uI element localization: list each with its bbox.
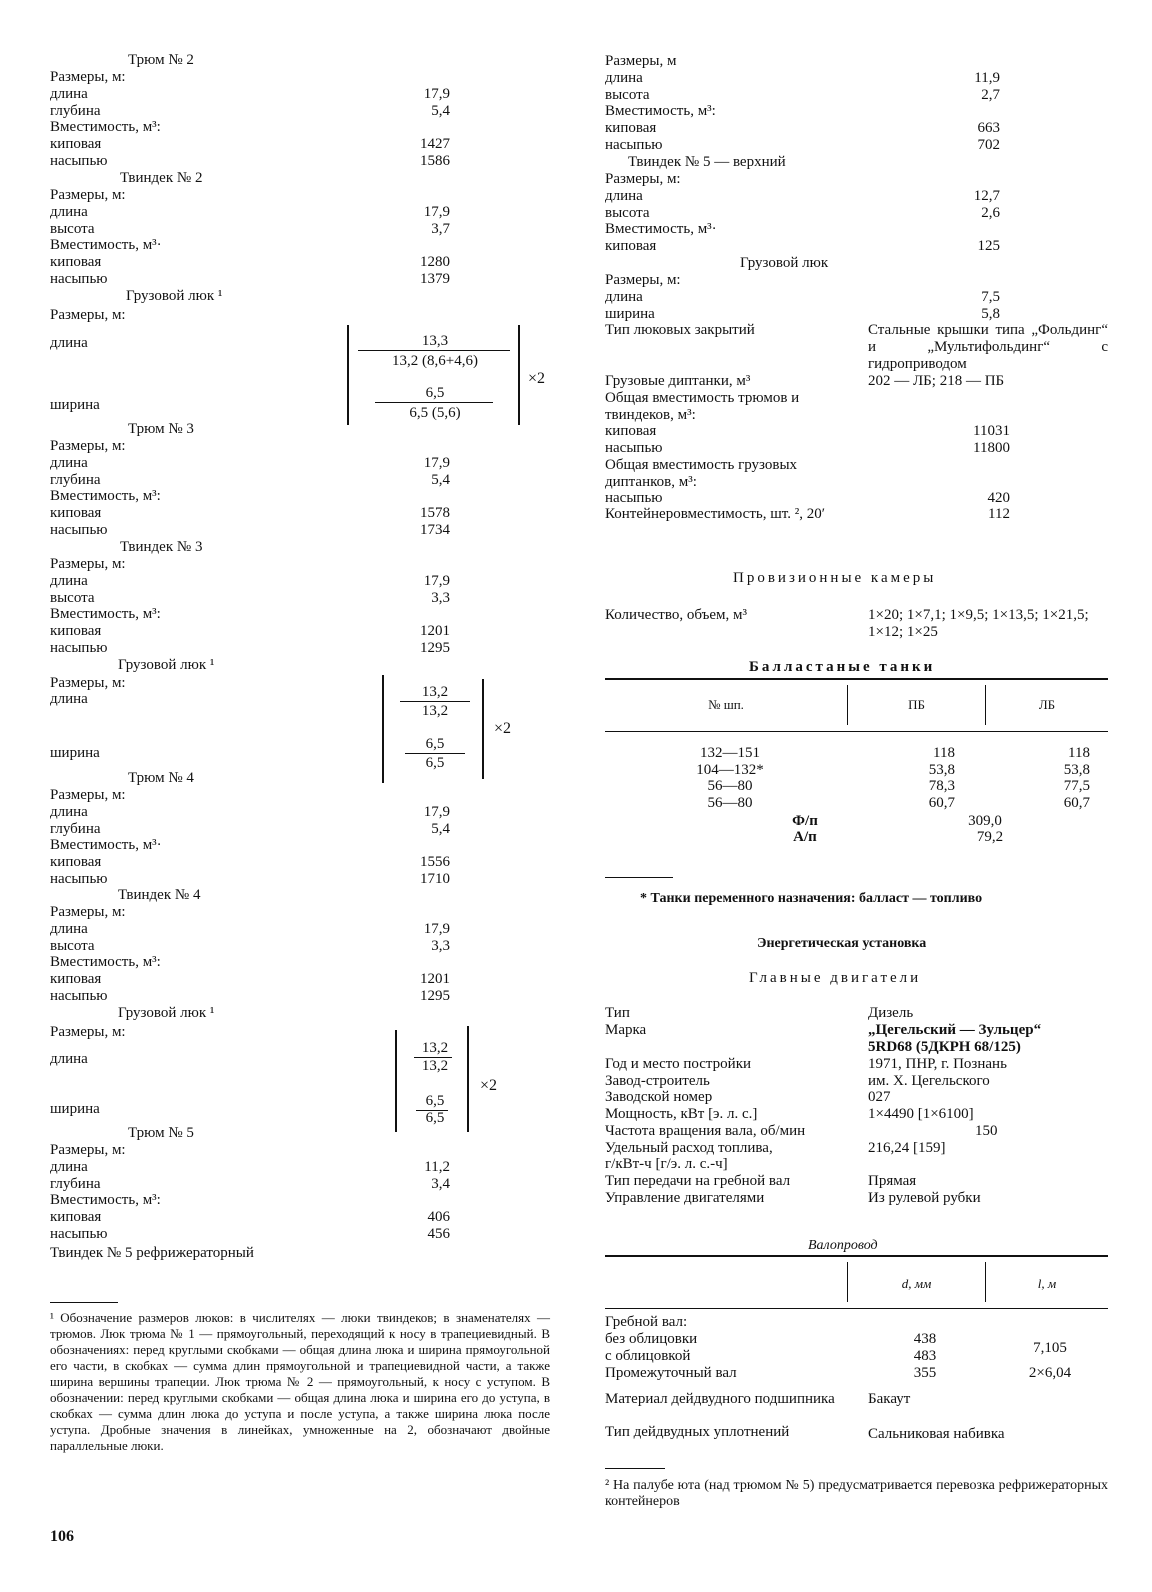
engine-row-label: Частота вращения вала, об/мин	[605, 1123, 806, 1139]
hatch5-row-value: 7,5	[981, 288, 1000, 305]
hatch3-dims-label: Размеры, м:	[50, 675, 126, 691]
hold5-row-value: 3,4	[431, 1175, 450, 1192]
engine-row-label: Мощность, кВт [э. л. с.]	[605, 1106, 758, 1122]
hatch3-title: Грузовой люк ¹	[118, 657, 215, 673]
hatch4-mult: ×2	[480, 1077, 498, 1094]
tween5-upper-title: Твиндек № 5 — верхний	[628, 154, 786, 170]
total-cap-label: Общая вместимость трюмов и твиндеков, м³:	[605, 390, 800, 423]
ballast-cell: 104—132*	[696, 761, 764, 778]
hold5-cont-row-label: насыпью	[605, 137, 663, 153]
tween3-row-label: длина	[50, 572, 88, 589]
shaft-row-1-d: 438	[913, 1331, 937, 1347]
hold5-cont-row-value: 11,9	[974, 69, 1000, 86]
ballast-cell: 53,8	[928, 761, 955, 778]
hold5-row-value: 456	[427, 1226, 450, 1242]
hold2-row-value: 1427	[420, 136, 450, 153]
footnote2: ² На палубе юта (над трюмом № 5) предусматривается перевозка рефрижераторных контейнеров	[605, 1478, 1108, 1509]
hold3-row-label: длина	[50, 454, 88, 471]
hold2-row-label: киповая	[50, 136, 102, 153]
engine-row-label: г/кВт-ч [г/э. л. с.-ч]	[605, 1156, 728, 1172]
hold2-row-value: 17,9	[423, 85, 450, 102]
engine-row-value: Прямая	[868, 1173, 917, 1189]
ballast-cell: 53,8	[1063, 761, 1090, 778]
tween5-upper-row-value: 12,7	[973, 187, 1000, 204]
hold5-row-label: Размеры, м:	[50, 1142, 126, 1158]
hold2-row-label: глубина	[50, 102, 101, 119]
hold3-row-value: 5,4	[431, 471, 450, 488]
hatch5-row-value: 5,8	[981, 305, 1000, 322]
tween5-refr-label: Твиндек № 5 рефрижераторный	[50, 1245, 254, 1261]
hatch2-title: Грузовой люк ¹	[126, 288, 223, 304]
ballast-title: Балластаные танки	[749, 659, 936, 675]
hold5-cont-row-label: длина	[605, 69, 643, 86]
tween2-row-label: насыпью	[50, 271, 108, 287]
hold2-row-value: 1586	[420, 153, 450, 169]
deep-tanks-label: Грузовые диптанки, м³	[605, 373, 751, 389]
ballast-cell: 78,3	[928, 778, 955, 794]
engine-row-label: Удельный расход топлива,	[605, 1140, 773, 1156]
engine-row-value: 1971, ПНР, г. Познань	[868, 1056, 1007, 1072]
hold3-row-label: насыпью	[50, 522, 108, 538]
hatch5-title: Грузовой люк	[740, 255, 829, 271]
tween5-upper-row-label: высота	[605, 204, 650, 221]
hatch3-mult: ×2	[494, 720, 512, 737]
total-cap-row-value: 11800	[973, 439, 1010, 456]
footnote1: ¹ Обозначение размеров люков: в числителях — люки твиндеков; в знаменателях — трюмов. Люк трюма № 1 — прямоугольный, переходящий к носу в трапециевидный. В обозначениях: перед круглыми скобками — общая длина люка и ширина прямоугольной его части, в скобках — сумма длин прямоугольной и трапециевидной части, а также ширина вершины трапеции. Люк трюма № 2 — прямоугольный, к носу с уступом. В обозначении: перед круглыми скобками — общая длина люка и ширина его до уступа, в скобках — сумма длин люка до уступа и после уступа, а также ширина люка после уступа. Дробные значения в линейках, умноженные на 2, обозначают двойные параллельные люки.	[50, 1310, 550, 1453]
engine-row-label: Марка	[605, 1022, 647, 1038]
hold3-row-value: 1734	[420, 522, 450, 538]
engine-row-value: „Цегельский — Зульцер“	[868, 1022, 1042, 1038]
hold3-row-value: 17,9	[423, 454, 450, 471]
ballast-header-pb: ПБ	[908, 697, 925, 712]
tween2-row-label: Вместимость, м³·	[50, 237, 162, 254]
engine-row-value: 027	[868, 1089, 891, 1105]
shaft-row-1-label: без облицовки	[605, 1331, 698, 1347]
hold3-row-label: Размеры, м:	[50, 438, 126, 454]
tween3-row-label: Размеры, м:	[50, 556, 126, 572]
hold4-row-label: Вместимость, м³·	[50, 837, 162, 854]
footnote2-rule	[605, 1468, 665, 1469]
tween5-upper-row-label: киповая	[605, 238, 657, 255]
hold5-cont-row-label: высота	[605, 86, 650, 103]
hold5-row-label: длина	[50, 1158, 88, 1175]
hold3-row-label: киповая	[50, 505, 102, 522]
tween3-row-label: насыпью	[50, 640, 108, 656]
hold5-cont-row-value: 702	[977, 137, 1000, 153]
hold2-title: Трюм № 2	[128, 52, 194, 68]
hold2-row-value: 5,4	[431, 102, 450, 119]
hatch-covers-value: Стальные крышки типа „Фольдинг“ и „Мультифольдинг“ с гидроприводом	[868, 322, 1108, 372]
engine-row-value: 216,24 [159]	[868, 1140, 946, 1156]
tween4-row-value: 1295	[420, 988, 450, 1004]
power-title: Энергетическая установка	[757, 936, 927, 951]
tween3-row-value: 1295	[420, 640, 450, 656]
hold2-row-label: Размеры, м:	[50, 69, 126, 85]
hatch4-length-label: длина	[50, 1051, 88, 1067]
tween4-row-label: киповая	[50, 971, 102, 988]
hold2-row-label: насыпью	[50, 153, 108, 169]
hatch5-row-label: ширина	[605, 305, 655, 322]
engine-row-label: Заводской номер	[605, 1089, 713, 1105]
tween3-row-value: 3,3	[431, 589, 450, 606]
hold4-row-label: длина	[50, 803, 88, 820]
hold5-row-label: Вместимость, м³:	[50, 1192, 161, 1209]
engine-row-label: Год и место постройки	[605, 1056, 752, 1072]
tween5-upper-row-value: 2,6	[981, 204, 1000, 221]
hatch3-width-num: 6,5	[425, 736, 445, 752]
bearing-value: Бакаут	[868, 1391, 911, 1407]
hatch2-length-den: 13,2 (8,6+4,6)	[392, 353, 478, 369]
tween5-upper-row-label: длина	[605, 187, 643, 204]
total-cap-row-label: насыпью	[605, 439, 663, 456]
ballast-header-frame: № шп.	[708, 697, 744, 712]
hatch4-width-label: ширина	[50, 1101, 100, 1117]
tween3-row-value: 1201	[420, 623, 450, 640]
hatch4-width-den: 6,5	[425, 1110, 445, 1126]
hold4-row-value: 5,4	[431, 820, 450, 837]
tween2-row-label: высота	[50, 220, 95, 237]
engine-row-value: Из рулевой рубки	[868, 1190, 981, 1206]
shaft-row-3-label: Промежуточный вал	[605, 1365, 737, 1381]
tween2-row-value: 1280	[420, 254, 450, 271]
hold5-cont-row-value: 2,7	[981, 86, 1000, 103]
hold4-row-label: киповая	[50, 854, 102, 871]
hatch4-dims-label: Размеры, м:	[50, 1024, 126, 1040]
engine-row-label: Тип	[605, 1005, 630, 1021]
hatch3-length-den: 13,2	[421, 703, 449, 719]
tween4-row-value: 1201	[420, 971, 450, 988]
hold4-row-value: 1556	[420, 854, 450, 871]
hold5-cont-row-label: Размеры, м	[605, 53, 677, 69]
tween4-row-value: 17,9	[423, 920, 450, 937]
tween4-row-label: насыпью	[50, 988, 108, 1004]
ballast-total-fp-label: Ф/п	[792, 813, 818, 829]
tween4-row-label: Размеры, м:	[50, 904, 126, 920]
deep-cap-row-value: 420	[987, 490, 1010, 506]
hold4-row-label: глубина	[50, 820, 101, 837]
shaft-row-2-label: с облицовкой	[605, 1348, 691, 1364]
bearing-label: Материал дейдвудного подшипника	[605, 1391, 835, 1407]
total-cap-row-label: киповая	[605, 423, 657, 439]
shaft-row-2-l: 7,105	[1033, 1340, 1067, 1356]
tween5-upper-row-label: Размеры, м:	[605, 171, 681, 187]
shaft-row-3-l: 2×6,04	[1028, 1365, 1072, 1381]
hatch5-row-label: длина	[605, 288, 643, 305]
hatch2-width-den: 6,5 (5,6)	[409, 405, 461, 421]
ballast-cell: 118	[1068, 745, 1090, 761]
container-value: 112	[988, 506, 1010, 522]
tween2-title: Твиндек № 2	[120, 170, 203, 186]
engine-row-label: Завод-строитель	[605, 1073, 710, 1089]
deep-tanks-value: 202 — ЛБ; 218 — ПБ	[868, 373, 1005, 389]
shaft-header-l: l, м	[1037, 1276, 1057, 1291]
footnote1-rule	[50, 1302, 118, 1303]
shaft-title: Валопровод	[808, 1238, 878, 1253]
hold4-title: Трюм № 4	[128, 770, 194, 786]
hold2-row-label: длина	[50, 85, 88, 102]
tween2-row-label: киповая	[50, 254, 102, 271]
shaft-row-2-d: 483	[913, 1348, 937, 1364]
engine-row-label: Тип передачи на гребной вал	[605, 1173, 791, 1189]
hatch2-length-label: длина	[50, 335, 88, 351]
provision-label: Количество, объем, м³	[605, 607, 747, 623]
ballast-cell: 118	[933, 745, 955, 761]
tween2-row-value: 17,9	[423, 203, 450, 220]
ballast-total-ap-value: 79,2	[976, 829, 1004, 845]
seal-value: Сальниковая набивка	[868, 1426, 1005, 1442]
hatch3-width-den: 6,5	[425, 755, 445, 771]
hold4-row-value: 1710	[420, 871, 450, 887]
ballast-note-rule	[605, 877, 673, 878]
tween4-row-label: Вместимость, м³:	[50, 954, 161, 971]
hold3-title: Трюм № 3	[128, 421, 194, 437]
engines-title: Главные двигатели	[749, 970, 922, 986]
tween4-title: Твиндек № 4	[118, 887, 201, 903]
hatch4-width-num: 6,5	[425, 1093, 445, 1109]
hold5-cont-row-label: Вместимость, м³:	[605, 103, 716, 120]
hold5-title: Трюм № 5	[128, 1125, 194, 1141]
shaft-header-d: d, мм	[901, 1276, 932, 1291]
hatch2-dims-label: Размеры, м:	[50, 307, 126, 323]
engine-row-label: Управление двигателями	[605, 1190, 765, 1206]
ballast-note: * Танки переменного назначения: балласт — топливо	[640, 891, 983, 906]
hatch2-width-label: ширина	[50, 397, 100, 413]
tween3-row-value: 17,9	[423, 572, 450, 589]
hatch3-width-label: ширина	[50, 745, 100, 761]
hold3-row-label: Вместимость, м³:	[50, 488, 161, 505]
hold5-row-label: насыпью	[50, 1226, 108, 1242]
hatch4-length-num: 13,2	[421, 1040, 449, 1056]
ballast-total-ap-label: А/п	[793, 829, 817, 845]
hold4-row-value: 17,9	[423, 803, 450, 820]
deep-cap-label: Общая вместимость грузовых диптанков, м³:	[605, 457, 798, 490]
hold4-row-label: Размеры, м:	[50, 787, 126, 803]
hold2-row-label: Вместимость, м³:	[50, 119, 161, 136]
hold5-row-label: глубина	[50, 1175, 101, 1192]
hatch2-mult: ×2	[528, 370, 546, 387]
tween3-row-label: киповая	[50, 623, 102, 640]
hold5-row-label: киповая	[50, 1209, 102, 1226]
tween4-row-label: высота	[50, 937, 95, 954]
page-number: 106	[50, 1528, 74, 1545]
hold5-row-value: 406	[427, 1209, 450, 1226]
ballast-cell: 56—80	[707, 778, 753, 794]
hold3-row-value: 1578	[420, 505, 450, 522]
hatch4-title: Грузовой люк ¹	[118, 1005, 215, 1021]
tween3-row-label: высота	[50, 589, 95, 606]
hatch2-length-num: 13,3	[421, 333, 449, 349]
hatch3-length-num: 13,2	[421, 684, 449, 700]
ballast-cell: 60,7	[928, 794, 955, 811]
ballast-header-lb: ЛБ	[1038, 697, 1056, 712]
ballast-cell: 60,7	[1063, 794, 1090, 811]
tween3-row-label: Вместимость, м³:	[50, 606, 161, 623]
hold5-cont-row-label: киповая	[605, 120, 657, 137]
hold5-row-value: 11,2	[424, 1158, 450, 1175]
tween2-row-label: Размеры, м:	[50, 187, 126, 203]
hatch4-length-den: 13,2	[421, 1058, 449, 1074]
ballast-cell: 132—151	[700, 745, 760, 761]
tween2-row-value: 3,7	[431, 220, 450, 237]
provision-value: 1×20; 1×7,1; 1×9,5; 1×13,5; 1×21,5; 1×12; 1×25	[868, 607, 1089, 640]
seal-label: Тип дейдвудных уплотнений	[605, 1424, 790, 1440]
tween5-upper-row-label: Вместимость, м³·	[605, 221, 717, 238]
engine-row-value: Дизель	[868, 1005, 914, 1021]
ballast-cell: 56—80	[707, 794, 753, 811]
shaft-row-0-label: Гребной вал:	[605, 1314, 688, 1330]
tween4-row-label: длина	[50, 920, 88, 937]
container-label: Контейнеровместимость, шт. ², 20′	[605, 506, 825, 522]
hatch2-width-num: 6,5	[425, 385, 445, 401]
tween2-row-label: длина	[50, 203, 88, 220]
hold3-row-label: глубина	[50, 471, 101, 488]
ballast-total-fp-value: 309,0	[968, 813, 1002, 829]
tween4-row-value: 3,3	[431, 937, 450, 954]
engine-row-value: им. Х. Цегельского	[868, 1073, 990, 1089]
provision-title: Провизионные камеры	[733, 570, 937, 586]
total-cap-row-value: 11031	[973, 423, 1010, 439]
hold4-row-label: насыпью	[50, 871, 108, 887]
tween5-upper-row-value: 125	[977, 238, 1000, 255]
hold5-cont-row-value: 663	[977, 120, 1000, 137]
engine-row-value: 150	[975, 1123, 998, 1139]
engine-row-value: 1×4490 [1×6100]	[868, 1106, 974, 1122]
tween2-row-value: 1379	[420, 271, 450, 287]
hatch3-length-label: длина	[50, 691, 88, 707]
tween3-title: Твиндек № 3	[120, 539, 203, 555]
shaft-row-3-d: 355	[913, 1365, 937, 1381]
deep-cap-row-label: насыпью	[605, 490, 663, 506]
ballast-cell: 77,5	[1063, 778, 1090, 794]
hatch5-row-label: Размеры, м:	[605, 272, 681, 288]
hatch-covers-label: Тип люковых закрытий	[605, 322, 755, 338]
engine-row-value: 5RD68 (5ДКРН 68/125)	[868, 1039, 1021, 1055]
